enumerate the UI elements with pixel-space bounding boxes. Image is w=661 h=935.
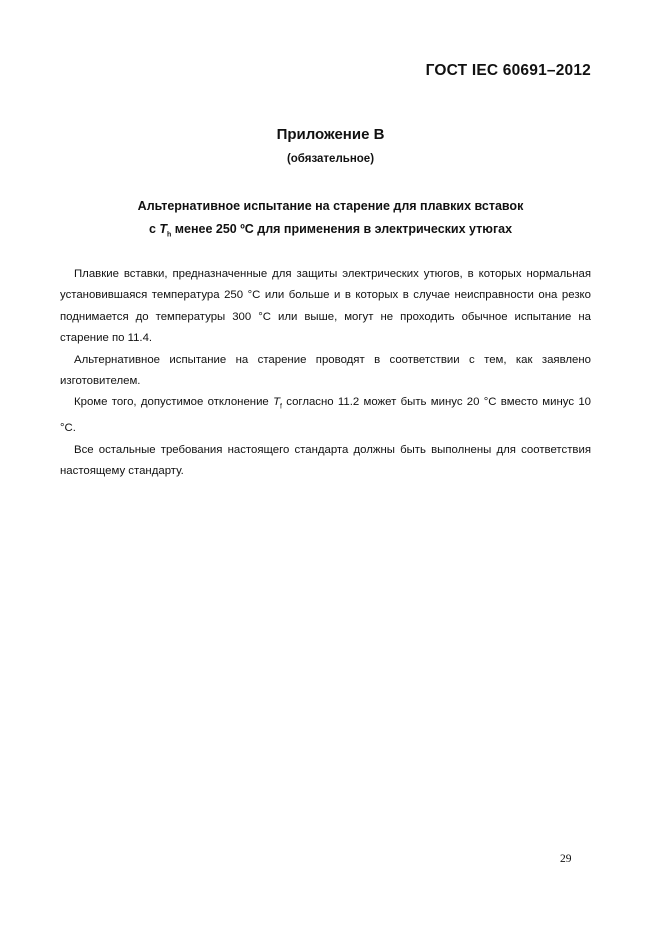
section-heading (0, 195, 661, 247)
standard-code: ГОСТ IEC 60691–2012 (425, 62, 591, 79)
paragraph-1: Плавкие вставки, предназначенные для защиты электрических утюгов, в которых нормальная установившаяся температура 250 °С или больше и в которых в случае неисправности она резко поднимается до температуры 300 °С или выше, могут не проходить обычное испытание на старение по 11.4. (60, 268, 591, 345)
paragraph-2: Альтернативное испытание на старение проводят в соответствии с тем, как заявлено изготовителем. (60, 353, 591, 388)
heading-suffix: менее 250 ºС для применения в электрических утюгах (171, 222, 513, 236)
heading-prefix: с (148, 222, 160, 236)
paragraph-3-prefix: Кроме того, допустимое отклонение (74, 396, 274, 409)
heading-line-2 (0, 218, 661, 247)
paragraph-3-subscript: f (280, 403, 282, 411)
page-number: 29 (560, 853, 572, 865)
paragraph-3-suffix: согласно 11.2 может быть минус 20 °С вместо минус 10 °С. (60, 396, 591, 435)
annex-title: Приложение В (276, 126, 385, 143)
heading-symbol: T (159, 222, 168, 236)
paragraph-3 (60, 392, 591, 439)
heading-line-1: Альтернативное испытание на старение для плавких вставок (137, 199, 524, 213)
body-text (60, 264, 591, 482)
paragraph-4: Все остальные требования настоящего стандарта должны быть выполнены для соответствия настоящему стандарту. (60, 443, 591, 477)
heading-subscript: h (167, 231, 172, 239)
paragraph-3-symbol: T (273, 396, 281, 409)
annex-status: (обязательное) (286, 153, 375, 165)
